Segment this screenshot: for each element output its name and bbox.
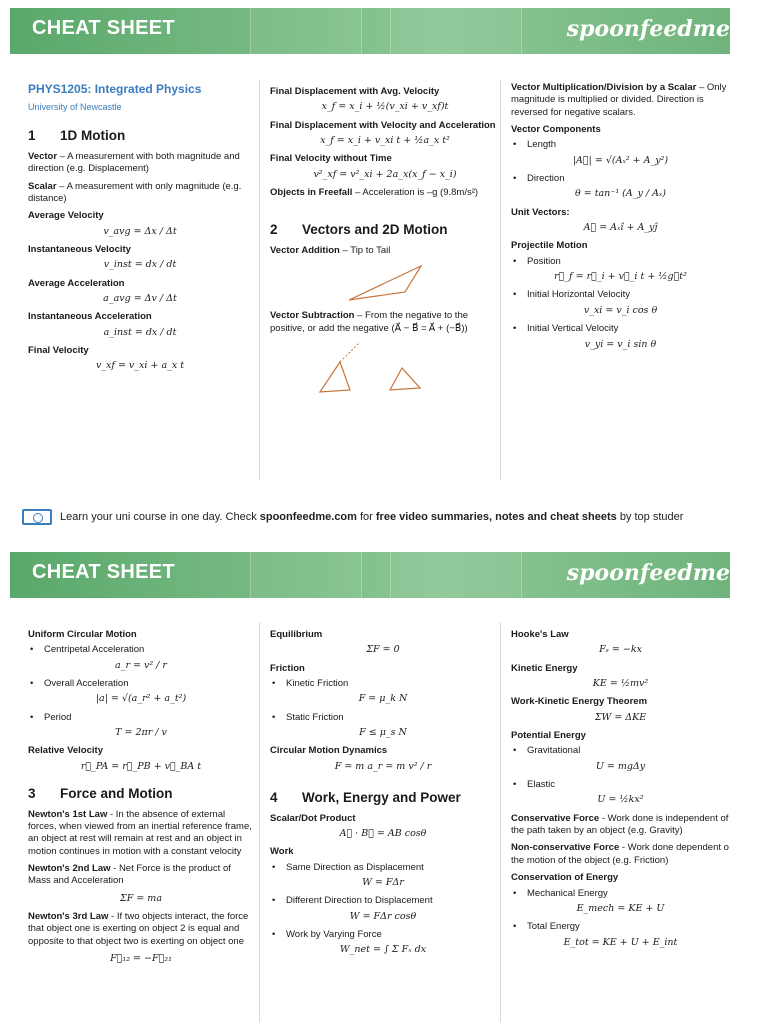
topic-heading: Hooke's Law [511, 629, 569, 640]
topic-heading: Projectile Motion [511, 240, 588, 252]
formula: x_f = x_i + ½(v_xi + v_xf)t [321, 101, 449, 113]
bullet-item: • Work by Varying Force W_net = ∫ Σ Fₓ dx [270, 929, 496, 957]
brand-logo[interactable]: spoonfeedme [566, 16, 730, 42]
topic-heading: Instantaneous Acceleration [28, 311, 152, 323]
bullet-item: • Length |A⃗| = √(Aₓ² + A_y²) [511, 139, 730, 167]
formula: F = m a_r = m v² / r [334, 760, 432, 772]
bullet-item: • Elastic U = ½kx² [511, 779, 730, 807]
website-link[interactable]: spoonfeedme.com [259, 510, 357, 523]
section-heading: 1 1D Motion [28, 128, 126, 144]
section-heading: 3 Force and Motion [28, 786, 173, 802]
header-banner-1 [10, 8, 730, 54]
column-divider [259, 80, 260, 480]
definition: Conservative Force - Work done is independent of the path taken by an object (e.g. Gravity) [511, 812, 729, 837]
formula: F⃗₁₂ = −F⃗₂₁ [110, 953, 172, 965]
formula: a_inst = dx / dt [103, 326, 177, 338]
bullet-item: • Position r⃗_f = r⃗_i + v⃗_i t + ½g⃗t² [511, 256, 730, 284]
bullet-item: • Total Energy E_tot = KE + U + E_int [511, 921, 730, 949]
topic-heading: Work-Kinetic Energy Theorem [511, 696, 648, 708]
topic-heading: Final Velocity without Time [270, 153, 392, 165]
formula: ΣW = ΔKE [594, 711, 647, 723]
page2-column-1 [28, 625, 254, 971]
formula: A⃗ · B⃗ = AB cosθ [339, 827, 427, 839]
vector-subtraction-diagram [310, 340, 460, 400]
formula: ΣF = ma [120, 892, 162, 904]
column-divider [500, 622, 501, 1022]
formula: v_avg = Δx / Δt [103, 225, 177, 237]
definition: Vector Subtraction – From the negative to the positive, or add the negative (A⃗ − B⃗ = A⃗ + (−B⃗)) [270, 310, 469, 334]
topic-heading: Kinetic Energy [511, 662, 578, 674]
formula: r⃗_PA = r⃗_PB + v⃗_BA t [80, 760, 202, 772]
bullet-item: • Centripetal Acceleration a_r = v² / r [28, 644, 254, 672]
banner-decoration [390, 8, 522, 54]
topic-heading: Final Velocity [28, 344, 89, 356]
definition: Newton's 2nd Law - Net Force is the product of Mass and Acceleration [28, 863, 231, 887]
header-banner-2 [10, 552, 730, 598]
definition: Vector – A measurement with both magnitude and direction (e.g. Displacement) [28, 150, 240, 175]
topic-heading: Instantaneous Velocity [28, 243, 131, 255]
topic-heading: Vector Components [511, 124, 601, 136]
banner-decoration [390, 552, 522, 598]
formula: v²_xf = v²_xi + 2a_x(x_f − x_i) [313, 168, 457, 180]
formula: ΣF = 0 [366, 644, 400, 656]
topic-heading: Final Displacement with Velocity and Acceleration [270, 119, 496, 131]
definition: Objects in Freefall – Acceleration is –g (9.8m/s²) [270, 187, 479, 199]
formula: Fₛ = −kx [599, 644, 642, 656]
bullet-item: • Static Friction F ≤ μ_s N [270, 712, 496, 740]
page2-column-2 [270, 625, 496, 963]
page1-column-1 [28, 82, 252, 379]
bullet-item: • Overall Acceleration |a| = √(a_r² + a_t²) [28, 678, 254, 706]
definition: Vector Multiplication/Division by a Scalar – Only magnitude is multiplied or divided. Direction is reversed for negative scalars. [511, 82, 727, 118]
bullet-item: • Gravitational U = mgΔy [511, 745, 730, 773]
definition: Non-conservative Force - Work done dependent o the motion of the object (e.g. Friction) [511, 842, 729, 866]
topic-heading: Circular Motion Dynamics [270, 745, 388, 757]
banner-decoration [250, 8, 362, 54]
section-heading: 4 Work, Energy and Power [270, 790, 461, 806]
formula: A⃗ = Aₓî + A_yĵ [583, 222, 658, 234]
topic-heading: Final Displacement with Avg. Velocity [270, 86, 440, 97]
bullet-item: • Mechanical Energy E_mech = KE + U [511, 888, 730, 916]
promo-footer: Learn your uni course in one day. Check spoonfeedme.com for free video summaries, notes and cheat sheets by top studer [22, 509, 730, 529]
topic-heading: Work [270, 846, 294, 858]
definition: Scalar – A measurement with only magnitude (e.g. distance) [28, 180, 242, 204]
university-name: University of Newcastle [28, 101, 122, 112]
formula: KE = ½mv² [592, 678, 649, 690]
page1-column-2 [270, 82, 500, 406]
topic-heading: Average Velocity [28, 210, 104, 222]
topic-heading: Average Acceleration [28, 277, 125, 289]
course-title: PHYS1205: Integrated Physics [28, 82, 202, 96]
formula: a_avg = Δv / Δt [103, 292, 177, 304]
banner-title: CHEAT SHEET [32, 17, 175, 39]
topic-heading: Equilibrium [270, 629, 323, 640]
section-heading: 2 Vectors and 2D Motion [270, 222, 448, 238]
banner-decoration [250, 552, 362, 598]
bullet-item: • Period T = 2πr / v [28, 712, 254, 740]
formula: x_f = x_i + v_xi t + ½a_x t² [320, 135, 450, 147]
topic-heading: Friction [270, 662, 305, 674]
formula: v_xf = v_xi + a_x t [95, 360, 185, 372]
topic-heading: Relative Velocity [28, 745, 103, 757]
definition: Vector Addition – Tip to Tail [270, 244, 391, 256]
video-play-icon [22, 509, 52, 525]
brand-logo[interactable]: spoonfeedme [566, 560, 730, 586]
bullet-item: • Initial Horizontal Velocity v_xi = v_i cos θ [511, 289, 730, 317]
column-divider [259, 622, 260, 1022]
bullet-item: • Kinetic Friction F = μ_k N [270, 678, 496, 706]
vector-addition-diagram [345, 262, 425, 304]
definition: Newton's 3rd Law - If two objects interact, the force that object one is exerting on object 2 is equal and opposite to that object two is exerting on object one [28, 911, 249, 947]
formula: v_inst = dx / dt [103, 259, 177, 271]
topic-heading: Scalar/Dot Product [270, 812, 356, 824]
page2-column-3 [511, 625, 730, 955]
bullet-item: • Different Direction to Displacement W = FΔr cosθ [270, 895, 496, 923]
column-divider [500, 80, 501, 480]
topic-heading: Unit Vectors: [511, 206, 570, 218]
topic-heading: Conservation of Energy [511, 872, 619, 884]
bullet-item: • Direction θ = tan⁻¹ (A_y / Aₓ) [511, 173, 730, 201]
definition: Newton's 1st Law - In the absence of external forces, when viewed from an inertial reference frame, an object at rest will remain at rest and an object in motion continues in motion with a constant velocity [28, 808, 252, 857]
topic-heading: Uniform Circular Motion [28, 629, 137, 640]
page1-column-3 [511, 82, 730, 357]
topic-heading: Potential Energy [511, 730, 586, 742]
bullet-item: • Same Direction as Displacement W = FΔr [270, 862, 496, 890]
banner-title: CHEAT SHEET [32, 561, 175, 583]
bullet-item: • Initial Vertical Velocity v_yi = v_i sin θ [511, 323, 730, 351]
